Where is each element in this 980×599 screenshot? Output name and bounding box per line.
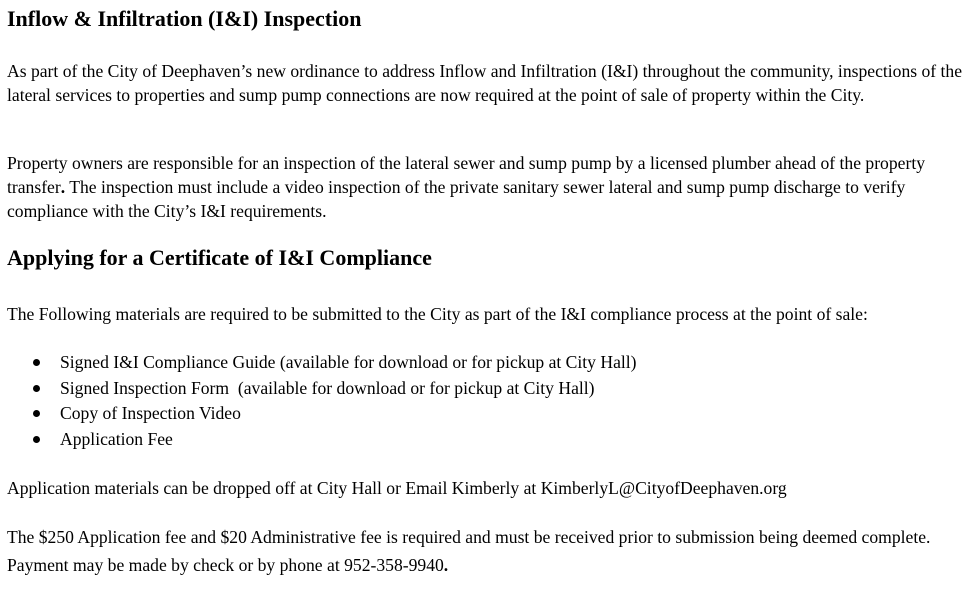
list-item	[7, 376, 637, 402]
list-item	[7, 427, 637, 453]
owners-text-a: Property owners are responsible for an inspection of the lateral sewer and sump pump by a licensed plumber ahead of the property transfer	[7, 153, 926, 197]
bullet-icon	[33, 385, 40, 392]
certificate-heading: Applying for a Certificate of I&I Compliance	[7, 245, 432, 270]
owners-period: .	[60, 177, 66, 197]
list-item-label: Application Fee	[60, 428, 173, 449]
materials-paragraph: The Following materials are required to be submitted to the City as part of the I&I compliance process at the point of sale:	[7, 304, 868, 324]
list-item	[7, 350, 637, 376]
list-item	[7, 401, 637, 427]
fee-text: The $250 Application fee and $20 Administrative fee is required and must be received prior to submission being deemed complete. Payment may be made by check or by phone at 952-358-9940	[7, 527, 931, 575]
fee-paragraph	[7, 523, 973, 579]
fee-period: .	[443, 555, 449, 575]
owners-paragraph	[7, 151, 973, 223]
bullet-icon	[33, 410, 40, 417]
list-item-label: Signed I&I Compliance Guide (available for download or for pickup at City Hall)	[60, 352, 637, 372]
inspection-heading: Inflow & Infiltration (I&I) Inspection	[7, 6, 362, 31]
ordinance-paragraph: As part of the City of Deephaven’s new ordinance to address Inflow and Infiltration (I&I) throughout the community, inspections of the lateral services to properties and sump pump connections are now required at the point of sale of property within the City.	[7, 61, 963, 105]
dropoff-paragraph: Application materials can be dropped off at City Hall or Email Kimberly at KimberlyL@CityofDeephaven.org	[7, 478, 787, 498]
materials-list	[7, 350, 637, 452]
bullet-icon	[33, 359, 40, 366]
bullet-icon	[33, 436, 40, 443]
list-item-label: Signed Inspection Form (available for download or for pickup at City Hall)	[60, 377, 595, 398]
list-item-label: Copy of Inspection Video	[60, 403, 241, 423]
owners-text-b: The inspection must include a video inspection of the private sanitary sewer lateral and sump pump discharge to verify compliance with the City’s I&I requirements.	[7, 177, 906, 221]
